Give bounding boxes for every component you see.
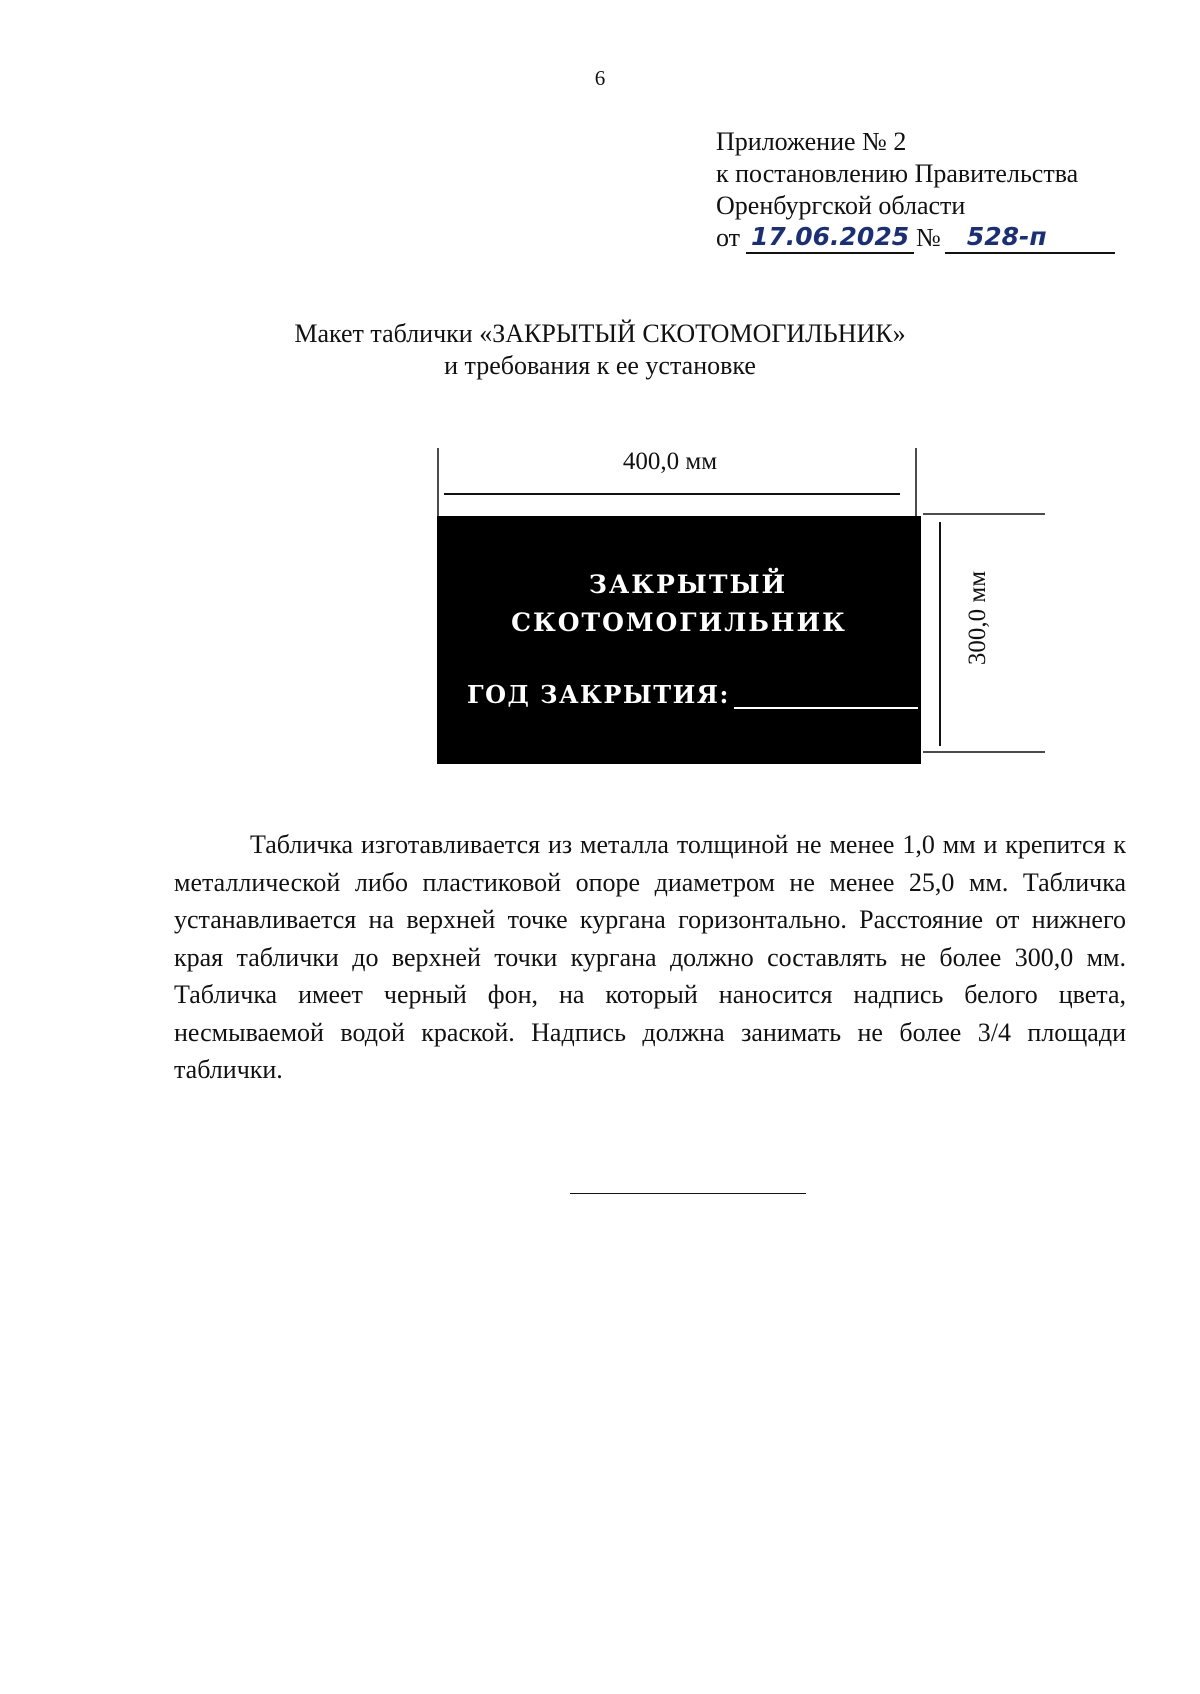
annex-line-2: к постановлению Правительства — [716, 159, 1079, 188]
annex-header — [716, 126, 1115, 254]
title-line-2: и требования к ее установке — [444, 351, 756, 380]
title-line-1: Макет таблички «ЗАКРЫТЫЙ СКОТОМОГИЛЬНИК» — [294, 319, 906, 348]
annex-date-number-line — [716, 222, 1115, 254]
handwritten-date: 17.06.2025 — [746, 222, 914, 254]
annex-line-1: Приложение № 2 — [716, 127, 907, 156]
plate-closure-year-label: ГОД ЗАКРЫТИЯ: — [467, 680, 730, 709]
end-rule — [570, 1193, 806, 1194]
sign-plate-mockup — [437, 516, 921, 764]
plate-line-3 — [467, 680, 918, 709]
plate-line-1: ЗАКРЫТЫЙ — [588, 570, 788, 599]
plate-line-2: СКОТОМОГИЛЬНИК — [511, 608, 847, 637]
date-prefix: от — [716, 223, 741, 252]
handwritten-number: 528-п — [945, 222, 1115, 254]
page-number: 6 — [594, 66, 606, 90]
document-title — [0, 318, 1200, 382]
height-label: 300,0 мм — [964, 570, 991, 666]
plate-year-blank — [734, 683, 918, 709]
width-label: 400,0 мм — [622, 448, 718, 475]
annex-line-3: Оренбургской области — [716, 191, 966, 220]
number-sign: № — [916, 223, 941, 252]
requirements-paragraph: Табличка изготавливается из металла толщиной не менее 1,0 мм и крепится к металлической либо пластиковой опоре диаметром не менее 25,0 мм. Табличка устанавливается на верхней точке кургана горизонтально. Расстояние от нижнего края таблички до верхней точки кургана должно составлять не более 300,0 мм. Табличка имеет черный фон, на который наносится надпись белого цвета, несмываемой водой краской. Надпись должна занимать не более 3/4 площади таблички. — [174, 830, 1126, 1084]
